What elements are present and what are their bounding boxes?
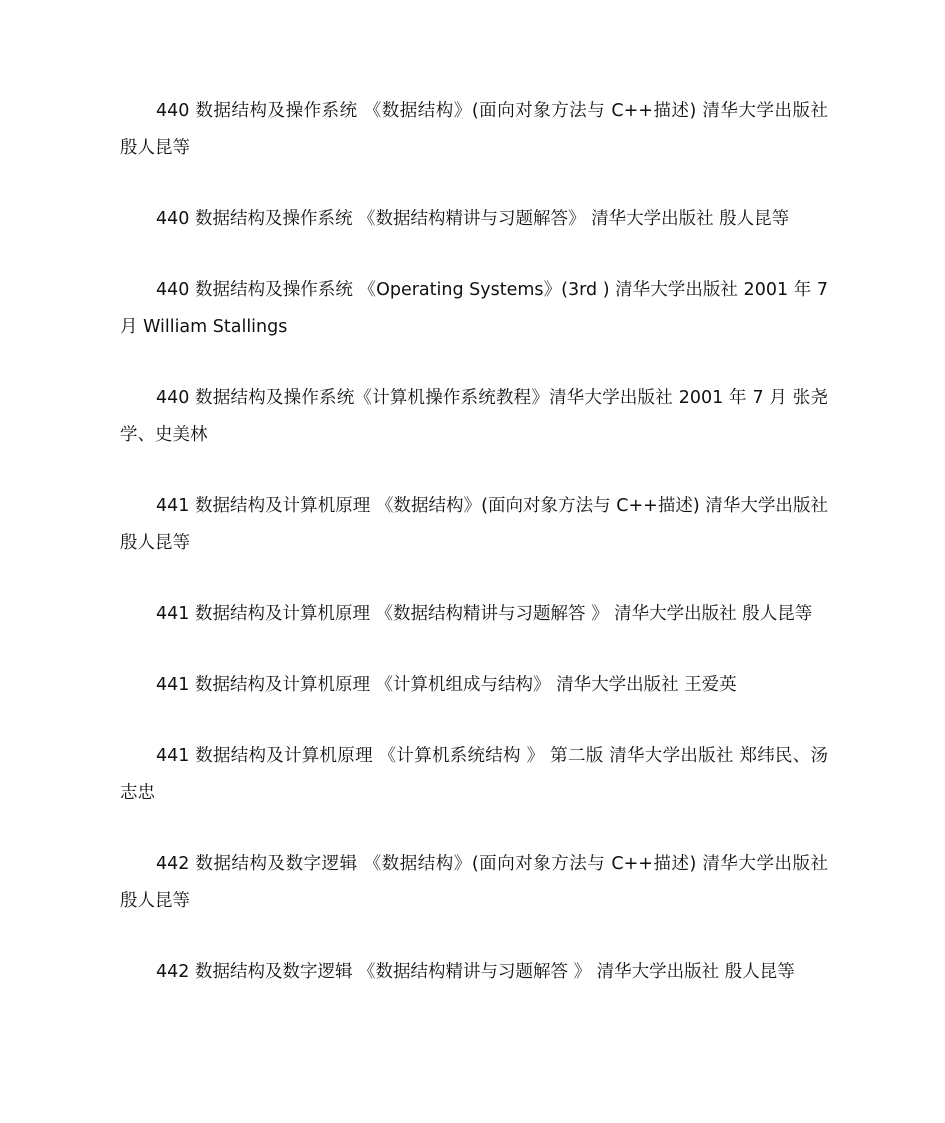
reference-entry: 440 数据结构及操作系统 《数据结构精讲与习题解答》 清华大学出版社 殷人昆等: [156, 209, 790, 229]
reference-entry: 440 数据结构及操作系统 《Operating Systems》(3rd ) 清华大学出版社 2001 年 7 月 William Stallings: [120, 280, 828, 337]
reference-entry: 441 数据结构及计算机原理 《计算机组成与结构》 清华大学出版社 王爱英: [156, 675, 737, 695]
reference-entry: 441 数据结构及计算机原理 《数据结构》(面向对象方法与 C++描述) 清华大学出版社 殷人昆等: [120, 496, 828, 553]
reference-entry: 440 数据结构及操作系统 《数据结构》(面向对象方法与 C++描述) 清华大学出版社 殷人昆等: [120, 101, 828, 158]
reference-entry: 441 数据结构及计算机原理 《计算机系统结构 》 第二版 清华大学出版社 郑纬民、汤志忠: [120, 746, 828, 803]
reference-entry: 441 数据结构及计算机原理 《数据结构精讲与习题解答 》 清华大学出版社 殷人昆等: [156, 604, 813, 624]
reference-entry: 442 数据结构及数字逻辑 《数据结构精讲与习题解答 》 清华大学出版社 殷人昆等: [156, 962, 795, 982]
reference-entry: 442 数据结构及数字逻辑 《数据结构》(面向对象方法与 C++描述) 清华大学出版社 殷人昆等: [120, 854, 828, 911]
reference-entry: 440 数据结构及操作系统《计算机操作系统教程》清华大学出版社 2001 年 7 月 张尧学、史美林: [120, 388, 828, 445]
reference-list: [120, 93, 828, 1025]
